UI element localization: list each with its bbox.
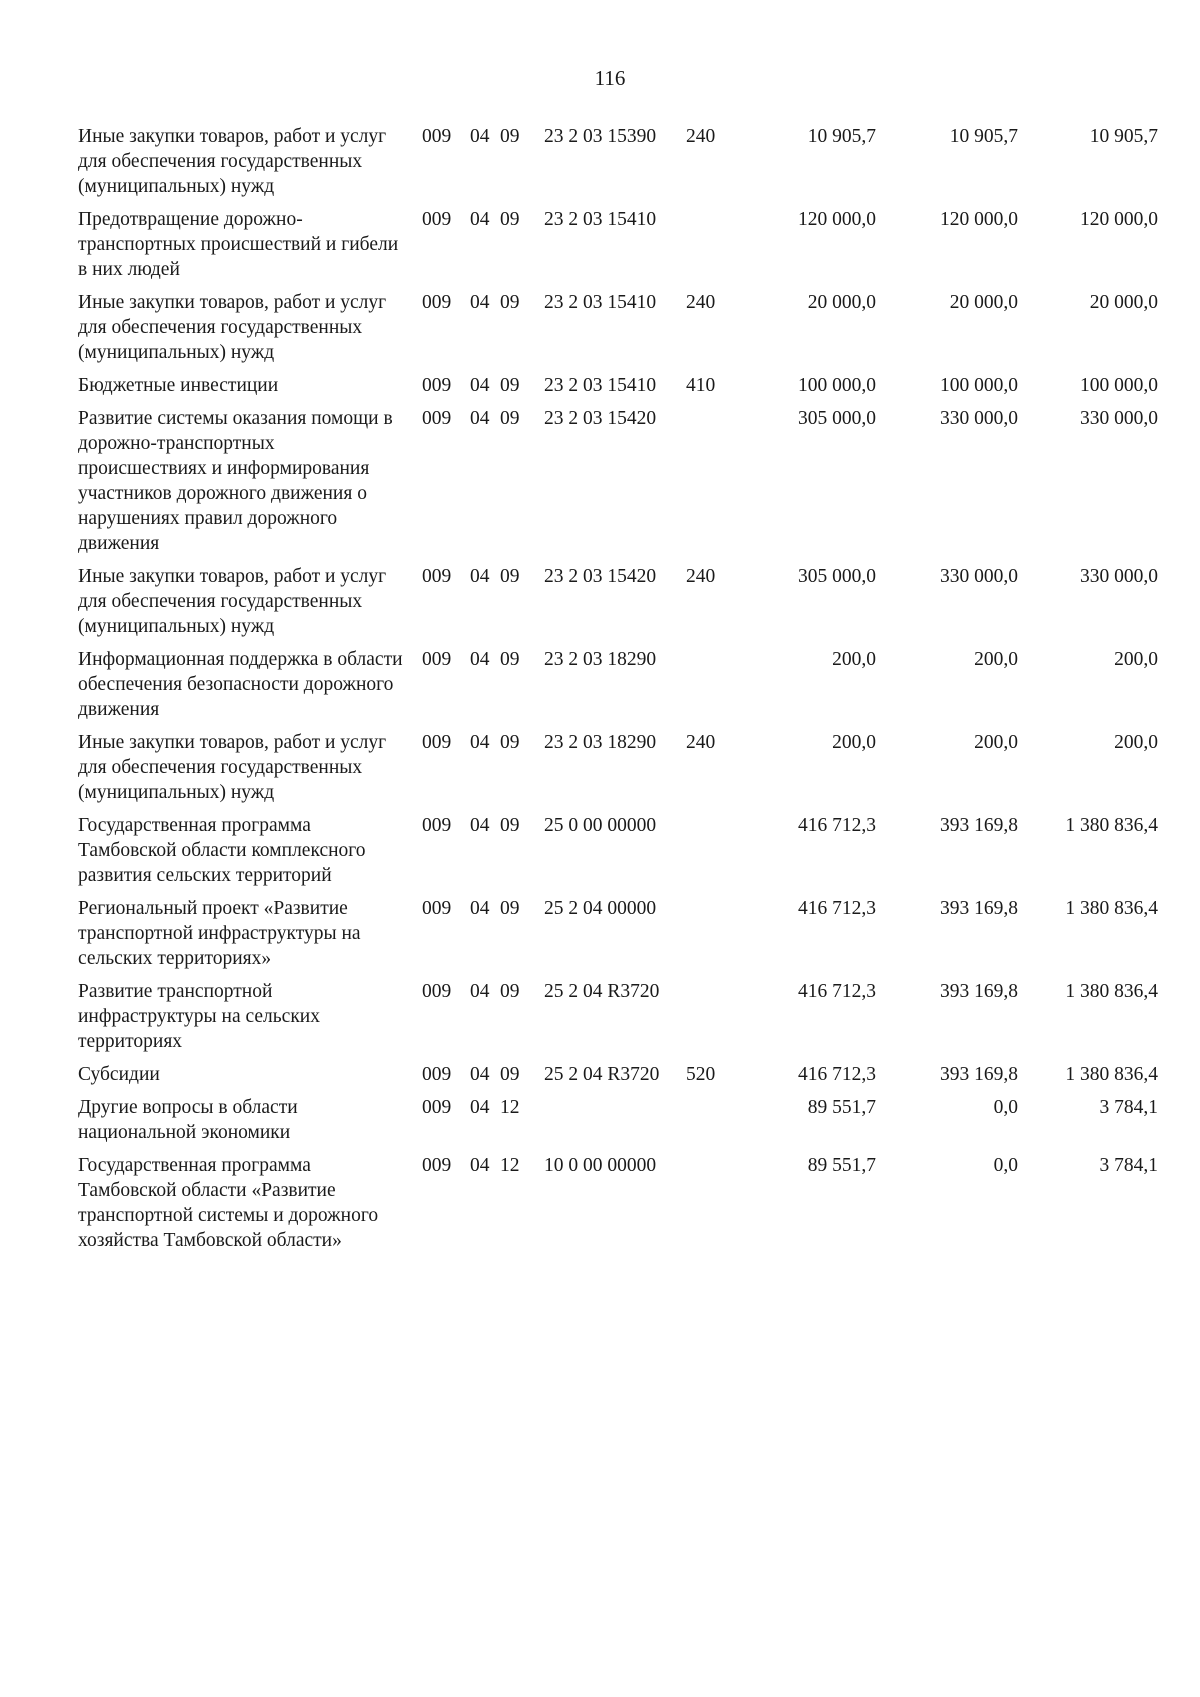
budget-table (78, 124, 1158, 1261)
table-row (78, 290, 1158, 373)
expense-type-code (686, 813, 736, 896)
row-name: Другие вопросы в области национальной экономики (78, 1097, 298, 1143)
amount-year-1: 89 551,7 (807, 1155, 876, 1176)
target-article-code: 25 2 04 R3720 (544, 1064, 660, 1085)
target-article-code: 10 0 00 00000 (544, 1155, 657, 1176)
row-name: Иные закупки товаров, работ и услуг для обеспечения государственных (муниципальных) нужд (78, 732, 387, 803)
subsection-code: 09 (500, 209, 520, 230)
target-article-code: 23 2 03 15410 (544, 209, 657, 230)
subsection-code: 09 (500, 292, 520, 313)
section-code: 04 (470, 566, 490, 587)
target-article-code: 23 2 03 18290 (544, 649, 657, 670)
amount-year-2: 330 000,0 (940, 566, 1018, 587)
row-name: Государственная программа Тамбовской области комплексного развития сельских территорий (78, 815, 366, 886)
ministry-code: 009 (422, 566, 452, 587)
page-number: 116 (594, 66, 626, 90)
section-code: 04 (470, 375, 490, 396)
amount-year-1: 416 712,3 (798, 898, 876, 919)
ministry-code: 009 (422, 1155, 452, 1176)
table-row (78, 730, 1158, 813)
section-code: 04 (470, 815, 490, 836)
amount-year-1: 120 000,0 (798, 209, 876, 230)
amount-year-1: 416 712,3 (798, 815, 876, 836)
amount-year-2: 393 169,8 (940, 815, 1018, 836)
expense-type-code (686, 1153, 736, 1261)
amount-year-3: 3 784,1 (1099, 1097, 1158, 1118)
amount-year-1: 416 712,3 (798, 981, 876, 1002)
amount-year-2: 200,0 (974, 732, 1018, 753)
amount-year-3: 330 000,0 (1080, 566, 1158, 587)
subsection-code: 09 (500, 566, 520, 587)
subsection-code: 09 (500, 732, 520, 753)
amount-year-1: 100 000,0 (798, 375, 876, 396)
expense-type-code (686, 647, 736, 730)
table-row (78, 406, 1158, 564)
table-row (78, 373, 1158, 406)
amount-year-2: 100 000,0 (940, 375, 1018, 396)
amount-year-3: 1 380 836,4 (1065, 898, 1158, 919)
row-name: Иные закупки товаров, работ и услуг для обеспечения государственных (муниципальных) нужд (78, 292, 387, 363)
subsection-code: 09 (500, 898, 520, 919)
expense-type-code: 240 (686, 292, 716, 313)
ministry-code: 009 (422, 209, 452, 230)
row-name: Иные закупки товаров, работ и услуг для обеспечения государственных (муниципальных) нужд (78, 566, 387, 637)
subsection-code: 09 (500, 1064, 520, 1085)
target-article-code: 23 2 03 15390 (544, 126, 657, 147)
ministry-code: 009 (422, 375, 452, 396)
amount-year-2: 393 169,8 (940, 898, 1018, 919)
row-name: Бюджетные инвестиции (78, 375, 279, 396)
expense-type-code (686, 207, 736, 290)
section-code: 04 (470, 1064, 490, 1085)
ministry-code: 009 (422, 732, 452, 753)
section-code: 04 (470, 209, 490, 230)
section-code: 04 (470, 126, 490, 147)
ministry-code: 009 (422, 815, 452, 836)
amount-year-2: 20 000,0 (949, 292, 1018, 313)
table-row (78, 1153, 1158, 1261)
expense-type-code: 240 (686, 566, 716, 587)
amount-year-2: 393 169,8 (940, 981, 1018, 1002)
ministry-code: 009 (422, 1064, 452, 1085)
table-row (78, 896, 1158, 979)
ministry-code: 009 (422, 898, 452, 919)
amount-year-2: 0,0 (993, 1155, 1018, 1176)
table-row (78, 1095, 1158, 1153)
row-name: Иные закупки товаров, работ и услуг для обеспечения государственных (муниципальных) нужд (78, 126, 387, 197)
row-name: Государственная программа Тамбовской области «Развитие транспортной системы и дорожного хозяйства Тамбовской области» (78, 1155, 379, 1251)
ministry-code: 009 (422, 126, 452, 147)
amount-year-2: 200,0 (974, 649, 1018, 670)
section-code: 04 (470, 408, 490, 429)
subsection-code: 09 (500, 408, 520, 429)
amount-year-3: 200,0 (1114, 649, 1158, 670)
subsection-code: 09 (500, 126, 520, 147)
table-row (78, 647, 1158, 730)
expense-type-code: 520 (686, 1064, 716, 1085)
subsection-code: 09 (500, 649, 520, 670)
amount-year-1: 416 712,3 (798, 1064, 876, 1085)
expense-type-code (686, 406, 736, 564)
section-code: 04 (470, 1097, 490, 1118)
ministry-code: 009 (422, 981, 452, 1002)
section-code: 04 (470, 649, 490, 670)
amount-year-2: 393 169,8 (940, 1064, 1018, 1085)
subsection-code: 09 (500, 815, 520, 836)
amount-year-2: 330 000,0 (940, 408, 1018, 429)
table-row (78, 813, 1158, 896)
amount-year-3: 1 380 836,4 (1065, 1064, 1158, 1085)
subsection-code: 12 (500, 1097, 520, 1118)
target-article-code: 23 2 03 18290 (544, 732, 657, 753)
ministry-code: 009 (422, 292, 452, 313)
target-article-code: 23 2 03 15420 (544, 408, 657, 429)
expense-type-code (686, 1095, 736, 1153)
section-code: 04 (470, 732, 490, 753)
amount-year-1: 200,0 (832, 732, 876, 753)
amount-year-3: 100 000,0 (1080, 375, 1158, 396)
target-article-code: 25 2 04 00000 (544, 898, 657, 919)
amount-year-1: 200,0 (832, 649, 876, 670)
amount-year-1: 305 000,0 (798, 408, 876, 429)
expense-type-code: 240 (686, 732, 716, 753)
section-code: 04 (470, 981, 490, 1002)
expense-type-code: 410 (686, 375, 716, 396)
table-row (78, 207, 1158, 290)
section-code: 04 (470, 292, 490, 313)
amount-year-3: 1 380 836,4 (1065, 981, 1158, 1002)
amount-year-3: 3 784,1 (1099, 1155, 1158, 1176)
subsection-code: 09 (500, 375, 520, 396)
row-name: Развитие транспортной инфраструктуры на сельских территориях (78, 981, 320, 1052)
row-name: Предотвращение дорожно-транспортных происшествий и гибели в них людей (78, 209, 399, 280)
amount-year-3: 20 000,0 (1089, 292, 1158, 313)
subsection-code: 12 (500, 1155, 520, 1176)
section-code: 04 (470, 898, 490, 919)
amount-year-2: 120 000,0 (940, 209, 1018, 230)
amount-year-1: 20 000,0 (807, 292, 876, 313)
amount-year-3: 10 905,7 (1089, 126, 1158, 147)
row-name: Региональный проект «Развитие транспортной инфраструктуры на сельских территориях» (78, 898, 361, 969)
amount-year-3: 120 000,0 (1080, 209, 1158, 230)
row-name: Субсидии (78, 1064, 160, 1085)
ministry-code: 009 (422, 1097, 452, 1118)
amount-year-3: 330 000,0 (1080, 408, 1158, 429)
amount-year-1: 89 551,7 (807, 1097, 876, 1118)
amount-year-3: 1 380 836,4 (1065, 815, 1158, 836)
ministry-code: 009 (422, 649, 452, 670)
amount-year-1: 305 000,0 (798, 566, 876, 587)
target-article-code: 25 2 04 R3720 (544, 981, 660, 1002)
expense-type-code (686, 979, 736, 1062)
target-article-code: 23 2 03 15420 (544, 566, 657, 587)
table-row (78, 124, 1158, 207)
expense-type-code (686, 896, 736, 979)
amount-year-3: 200,0 (1114, 732, 1158, 753)
target-article-code: 25 0 00 00000 (544, 815, 657, 836)
amount-year-2: 0,0 (993, 1097, 1018, 1118)
target-article-code: 23 2 03 15410 (544, 292, 657, 313)
target-article-code: 23 2 03 15410 (544, 375, 657, 396)
table-row (78, 1062, 1158, 1095)
ministry-code: 009 (422, 408, 452, 429)
section-code: 04 (470, 1155, 490, 1176)
target-article-code (544, 1095, 686, 1153)
amount-year-1: 10 905,7 (807, 126, 876, 147)
expense-type-code: 240 (686, 126, 716, 147)
table-row (78, 979, 1158, 1062)
row-name: Развитие системы оказания помощи в дорожно-транспортных происшествиях и информирования участников дорожного движения о нарушениях правил дорожного движения (78, 408, 393, 554)
table-row (78, 564, 1158, 647)
amount-year-2: 10 905,7 (949, 126, 1018, 147)
row-name: Информационная поддержка в области обеспечения безопасности дорожного движения (78, 649, 403, 720)
subsection-code: 09 (500, 981, 520, 1002)
